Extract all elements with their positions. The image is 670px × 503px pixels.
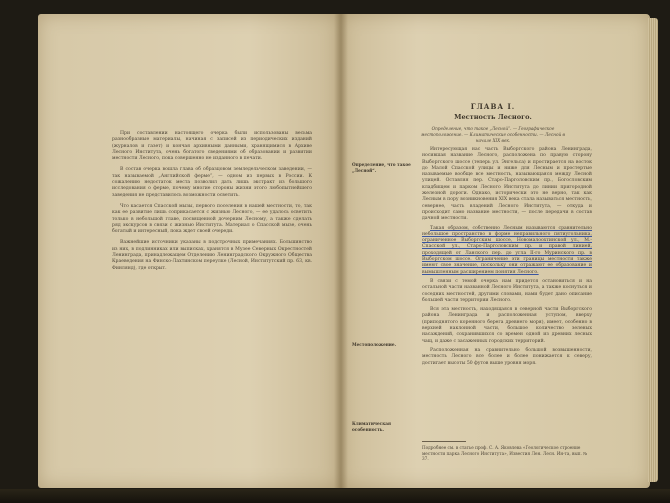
chapter-body [422,147,592,367]
left-page [38,14,340,488]
chapter-title: Местность Лесного. [454,113,532,121]
preface-paragraph: При составлении настоящего очерка были использованы весьма разнообразные материалы, начиная с записей из периодических изданий (журналов и газет) и кончая архивными данными, хранящимися в Архиве Лесного Института, очень богатого сведениями об образовании и развитии местности Лесного, пока совершенно не изданного в печати. [112,131,312,162]
chapter-number: ГЛАВА I. [470,102,516,111]
preface-paragraph: В состав очерка вошла глава об образцовом земледельческом заведении, — так называемой „Английской ферме“, — одном из первых в России. К сожалению недостаток места позволил дать лишь экстракт из большого исследования о ферме, почему многие стороны жизни этого любопытнейшего заведения не представилось возможности осветить. [112,167,312,198]
chapter-summary: Определение, что такое „Лесной“. — Географическое местоположение. — Климатические особенности. — Лесной в начале XIX век. [421,126,565,143]
margin-note-location: Местоположение. [352,342,397,347]
page-edges [648,18,658,482]
preface-paragraph: Что касается Спасской мызы, первого поселения в нашей местности, то, так как ее развитие лишь соприкасается с жизнью Лесного, — ее удалось осветить только в небольшой главе, посвященной дочерним Лесному, а также сделать ряд экскурсов в связи с жизнью Института. Материал о Спасской мызе, очень богатый и интересный, пока ждет своей очереди. [112,203,312,235]
book-spine [334,14,348,488]
preface-text [112,131,312,272]
body-paragraph-underlined: Такая образом, собственно Лесным называются сравнительно небольшое пространство в форме неправильного пятиугольника, ограниченное Выборгским шоссе, Новомалоохтинской ул., М.-Спасской ул., Старо-Парголовским пр. и правой линией, проходящей от Ланского пер. до угла II-го Муринского пр. в Выборгском шоссе. Ограничение эти границы местности также имеют свое значение, поскольку они отражают ее образование и вымышленным расширением понятия Лесного. [422,225,592,275]
right-page [340,14,650,488]
open-book [38,14,650,488]
table-surface [0,489,670,503]
body-paragraph: В связи с темой очерка нам придется остановиться и на остальной части названной Лесного Института, а также коснуться и соседних местностей, другими словами, нами будет дано описание большей части территории Лесного. [422,278,592,303]
body-paragraph: Вся эта местность, находящаяся в северной части Выборгского района Ленинграда и расположенная уступом, вверху (приподнятого коренного берега древнего моря), имеет, особенно в верхней наклонной части, большое количество зеленых насаждений, сохранившихся со времен одной из древних лесных чащ, и даже с засаженных городских территорий. [422,307,592,344]
footnote: Подробнее см. в статье проф. С. А. Яковлева «Геологическое строение местности парка Лесного Института», Известия Лен. Лесн. Ин-та, вып. № 37. [422,445,588,462]
margin-note-definition: Определение, что такое „Лесной“. [352,162,411,173]
margin-note-climate: Климатическая особенность. [352,421,392,432]
body-paragraph: Интересующая нас часть Выборгского района Ленинграда, носившая название Лесного, расположена по правую сторону Выборгского шоссе (теперь ул. Энгельса) и простирается на восток до Малой Спасской улицы и ниже для Лесным и простертые называемые вообще все местность, называющаяся между Лесной улицей. Оставляя пер. Старо-Парголовским пр., Богословским кладбищем и парком Лесного Института до линии пригородной железной дороги. Однако, исторически это не верно, так как Лесным в пору возникновения XIX века стала называться местность, севернее, часть владений Лесного Института, — откуда и происходит само название местности, — после передачи в состав дачной местности. [422,147,592,222]
preface-paragraph: Важнейшие источники указаны в подстрочных примечаниях. Большинство из них, в подлинниках или выписках, хранятся в Музее Северных Окрестностей Ленинграда, принадлежащем Отделению Ленинградского Окружного Общества Краеведения на Финско-Лахтинском переулке (Лесной, Институтский пр. 63, кв. Финлянд), где открыт. [112,240,312,271]
body-paragraph: Расположенная на сравнительно большой возвышенности, местность Лесного все более и более понижается к северу, достигает высоты 50 футов выше уровня моря. [422,347,592,366]
footnote-rule [422,441,466,442]
